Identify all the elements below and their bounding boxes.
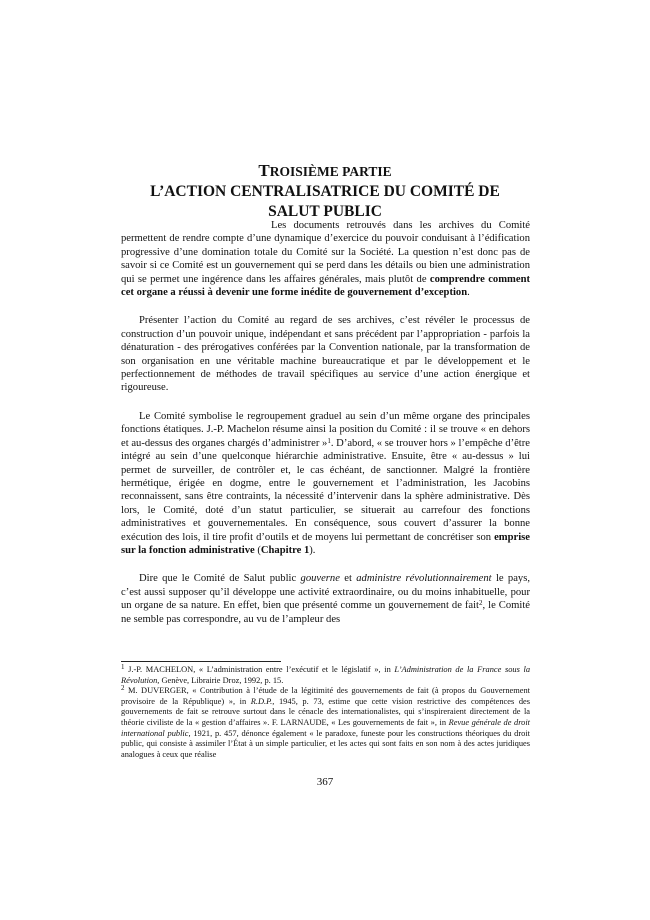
part-title: TROISIÈME PARTIE — [258, 161, 392, 180]
footnote-separator — [121, 661, 281, 662]
page-number: 367 — [316, 776, 334, 788]
footnote-ref-1[interactable]: 1 — [327, 436, 331, 445]
part-heading — [120, 161, 530, 222]
paragraph-3: Le Comité symbolise le regroupement graduel au sein d’un même organe des principales fonctions étatiques. J.-P. Machelon résume ainsi la position du Comité : il se trouve « en dehors et au-dessus des organes chargés d’administrer »$^1$. D’abord, « se trouver hors » l’empêche d’être intégré au sein d’une quelconque hiérarchie administrative. Ensuite, être « au-dessus » lui permet de surveiller, de contrôler et, le cas échéant, de sanctionner. Malgré la frontière hermétique, érigée en dogme, entre le gouvernement et l’administration, les Jacobins reconnaissent, sans être contraints, la nécessité d’intervenir dans la sphère administrative. Dès lors, le Comité, doté d’un statut particulier, se situerait au carrefour des fonctions administratives et gouvernementales. En conséquence, sous couvert d’assurer la bonne exécution des lois, il tire profit d’outils et de moyens lui permettant de concrétiser son emprise sur la fonction administrative (Chapitre 1). — [121, 410, 530, 556]
section-title-line-2: SALUT PUBLIC — [268, 203, 382, 220]
body-text — [121, 219, 530, 626]
footnote-1: $^1$ J.-P. MACHELON, « L’administration entre l’exécutif et le législatif », in L’Administration de la France sous la Révolution, Genève, Librairie Droz, 1992, p. 15. — [121, 663, 531, 685]
paragraph-4: Dire que le Comité de Salut public gouverne et administre révolutionnairement le pays, c’est aussi supposer qu’il développe une activité extraordinaire, ou du moins inhabituelle, pour un organe de sa nature. En effet, bien que présenté comme un gouvernement de fait$^2$, le Comité ne semble pas correspondre, au vu de l’ampleur des — [121, 573, 530, 625]
footnote-2: $^2$ M. DUVERGER, « Contribution à l’étude de la légitimité des gouvernements de fait (à propos du Gouvernement provisoire de la République) », in R.D.P., 1945, p. 73, estime que cette vision restrictive des compétences des gouvernements de fait se retrouve surtout dans le cénacle des internationalistes, qui s’inspireraient directement de la théorie civiliste de la « gestion d’affaires ». F. LARNAUDE, « Les gouvernements de fait », in Revue générale de droit international public, 1921, p. 457, dénonce également « le paradoxe, funeste pour les constructions théoriques du droit public, qui consiste à assimiler l’État à un simple particulier, et les actes qui sont faits en son nom à des actes juridiques analogues à ceux que réalise — [121, 684, 530, 759]
footnotes — [121, 665, 530, 760]
footnote-ref-2[interactable]: 2 — [479, 599, 483, 608]
paragraph-2: Présenter l’action du Comité au regard de ses archives, c’est révéler le processus de construction d’un pouvoir unique, indépendant et sans précédent par l’appropriation - parfois la dénaturation - des prérogatives conférées par la Convention nationale, par la transformation de son organisation en une véritable machine bureaucratique et par le développement et le perfectionnement de méthodes de travail spécifiques au service d’une action énergique et rigoureuse. — [121, 315, 530, 394]
section-title-line-1: L’ACTION CENTRALISATRICE DU COMITÉ DE — [150, 183, 500, 200]
paragraph-1: Les documents retrouvés dans les archives du Comité permettent de rendre compte d’une dynamique d’exercice du pouvoir conduisant à l’édification progressive d’une domination totale du Comité sur la Société. La question n’est donc pas de savoir si ce Comité est un gouvernement qui se perd dans les détails ou bien une administration qui se permet une ingérence dans les affaires générales, mais plutôt de comprendre comment cet organe a réussi à devenir une forme inédite de gouvernement d’exception. — [121, 220, 530, 299]
